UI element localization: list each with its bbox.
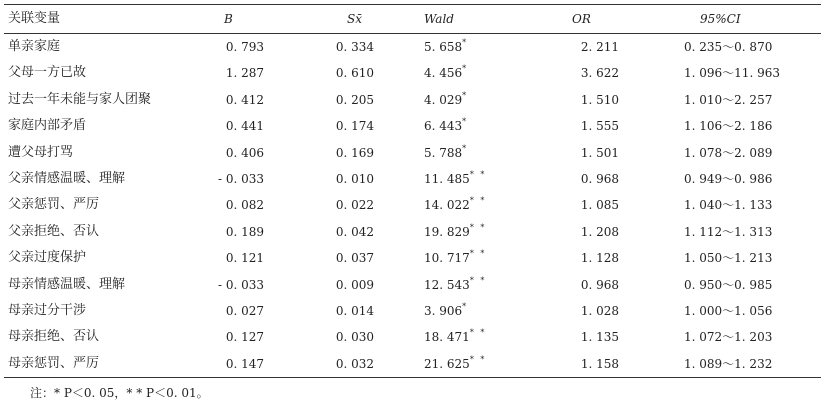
- row-se: 0. 037: [335, 251, 374, 266]
- row-or: 1. 510: [580, 92, 619, 107]
- row-b: - 0. 033: [217, 172, 264, 186]
- row-or: 1. 501: [580, 145, 619, 160]
- row-significance: * *: [469, 249, 487, 259]
- row-wald-cell: [424, 60, 499, 86]
- table-header: [4, 6, 821, 32]
- table-row: [4, 87, 821, 113]
- row-wald: 6. 443: [424, 119, 463, 134]
- row-ci: 1. 106～2. 186: [684, 119, 773, 134]
- table-row: [4, 60, 821, 86]
- row-variable: 家庭内部矛盾: [8, 118, 87, 134]
- row-se: 0. 014: [335, 304, 374, 318]
- table-top-rule: [4, 4, 821, 5]
- row-or: 1. 555: [580, 119, 619, 134]
- row-b: 0. 082: [225, 198, 264, 213]
- row-ci: 1. 096～11. 963: [684, 66, 780, 81]
- row-se: 0. 009: [335, 277, 374, 292]
- table-row: [4, 351, 821, 377]
- table-row: [4, 166, 821, 192]
- row-se: 0. 042: [335, 224, 374, 239]
- header-ci: 95%CI: [700, 12, 741, 26]
- row-b: 0. 189: [225, 224, 264, 239]
- row-or: 1. 158: [580, 356, 619, 371]
- row-wald-cell: [424, 166, 499, 192]
- row-ci: 1. 112～1. 313: [684, 224, 773, 239]
- row-wald-cell: [424, 351, 499, 377]
- row-se: 0. 030: [335, 330, 374, 345]
- row-variable: 遭父母打骂: [8, 144, 74, 160]
- row-variable: 父亲惩罚、严厉: [8, 197, 100, 213]
- row-ci: 0. 235～0. 870: [684, 40, 773, 54]
- row-b: 0. 147: [225, 356, 264, 371]
- row-ci: 1. 050～1. 213: [684, 251, 773, 266]
- row-wald: 4. 456: [424, 66, 463, 81]
- row-se: 0. 174: [335, 119, 374, 134]
- table-row: [4, 324, 821, 350]
- table-row: [4, 245, 821, 271]
- header-se: Sx̄: [347, 12, 362, 26]
- row-wald-cell: [424, 113, 499, 139]
- row-wald: 19. 829: [424, 224, 470, 239]
- row-b: 0. 412: [225, 92, 264, 107]
- row-or: 1. 028: [580, 304, 619, 318]
- row-variable: 父亲过度保护: [8, 250, 87, 266]
- row-significance: *: [462, 117, 469, 127]
- row-se: 0. 334: [335, 40, 374, 54]
- row-variable: 父亲情感温暖、理解: [8, 171, 126, 186]
- row-variable: 母亲惩罚、严厉: [8, 355, 100, 371]
- row-ci: 1. 089～1. 232: [684, 356, 773, 371]
- row-wald: 5. 658: [424, 40, 463, 54]
- row-or: 1. 128: [580, 251, 619, 266]
- row-ci: 1. 010～2. 257: [684, 92, 773, 107]
- row-or: 0. 968: [580, 277, 619, 292]
- row-wald: 14. 022: [424, 198, 470, 213]
- row-variable: 单亲家庭: [8, 39, 61, 54]
- row-ci: 1. 072～1. 203: [684, 330, 773, 345]
- row-variable: 父母一方已故: [8, 65, 87, 81]
- row-variable: 母亲过分干涉: [8, 303, 87, 318]
- row-variable: 母亲情感温暖、理解: [8, 276, 126, 292]
- row-wald: 3. 906: [424, 304, 463, 318]
- row-wald: 4. 029: [424, 92, 463, 107]
- row-se: 0. 032: [335, 356, 374, 371]
- row-wald-cell: [424, 324, 499, 350]
- header-wald: Wald: [424, 12, 454, 26]
- table-row: [4, 140, 821, 166]
- row-b: - 0. 033: [217, 277, 264, 292]
- table-footnote: 注：* P＜0. 05，* * P＜0. 01。: [30, 386, 209, 400]
- row-wald: 12. 543: [424, 277, 470, 292]
- row-or: 1. 208: [580, 224, 619, 239]
- row-b: 0. 121: [225, 251, 264, 266]
- row-se: 0. 169: [335, 145, 374, 160]
- row-wald-cell: [424, 34, 499, 60]
- row-significance: *: [462, 90, 469, 100]
- row-significance: * *: [469, 196, 487, 206]
- row-se: 0. 610: [335, 66, 374, 81]
- row-or: 3. 622: [580, 66, 619, 81]
- table-row: [4, 34, 821, 60]
- row-or: 2. 211: [580, 40, 619, 54]
- row-significance: *: [462, 143, 469, 153]
- row-wald-cell: [424, 272, 499, 298]
- row-significance: *: [462, 64, 469, 74]
- table-row: [4, 272, 821, 298]
- row-wald: 18. 471: [424, 330, 470, 345]
- row-b: 0. 441: [225, 119, 264, 134]
- header-variable: 关联变量: [8, 11, 61, 26]
- row-ci: 1. 078～2. 089: [684, 145, 773, 160]
- row-significance: * *: [469, 354, 487, 364]
- row-b: 1. 287: [225, 66, 264, 81]
- row-se: 0. 205: [335, 92, 374, 107]
- row-significance: *: [462, 302, 469, 311]
- row-wald: 21. 625: [424, 356, 470, 371]
- row-significance: * *: [469, 222, 487, 232]
- row-wald: 11. 485: [424, 172, 470, 186]
- row-b: 0. 793: [225, 40, 264, 54]
- row-b: 0. 127: [225, 330, 264, 345]
- row-wald-cell: [424, 245, 499, 271]
- row-significance: * *: [469, 275, 487, 285]
- row-significance: *: [462, 38, 469, 47]
- row-wald-cell: [424, 298, 499, 324]
- row-wald-cell: [424, 140, 499, 166]
- row-or: 1. 135: [580, 330, 619, 345]
- row-wald-cell: [424, 219, 499, 245]
- row-se: 0. 022: [335, 198, 374, 213]
- row-wald: 5. 788: [424, 145, 463, 160]
- row-variable: 过去一年未能与家人团聚: [8, 91, 152, 107]
- row-variable: 父亲拒绝、否认: [8, 223, 100, 239]
- row-significance: * *: [469, 170, 487, 179]
- row-se: 0. 010: [335, 172, 374, 186]
- table-bottom-rule: [4, 377, 821, 378]
- row-wald: 10. 717: [424, 251, 470, 266]
- header-or: OR: [572, 12, 591, 26]
- row-ci: 1. 000～1. 056: [684, 304, 773, 318]
- table-row: [4, 192, 821, 218]
- row-ci: 0. 949～0. 986: [684, 172, 773, 186]
- row-variable: 母亲拒绝、否认: [8, 329, 100, 345]
- table-row: [4, 219, 821, 245]
- row-wald-cell: [424, 87, 499, 113]
- row-ci: 1. 040～1. 133: [684, 198, 773, 213]
- header-b: B: [224, 12, 233, 26]
- row-wald-cell: [424, 192, 499, 218]
- row-b: 0. 027: [225, 304, 264, 318]
- table-row: [4, 113, 821, 139]
- table-row: [4, 298, 821, 324]
- row-significance: * *: [469, 328, 487, 338]
- row-or: 1. 085: [580, 198, 619, 213]
- row-b: 0. 406: [225, 145, 264, 160]
- row-ci: 0. 950～0. 985: [684, 277, 773, 292]
- row-or: 0. 968: [580, 172, 619, 186]
